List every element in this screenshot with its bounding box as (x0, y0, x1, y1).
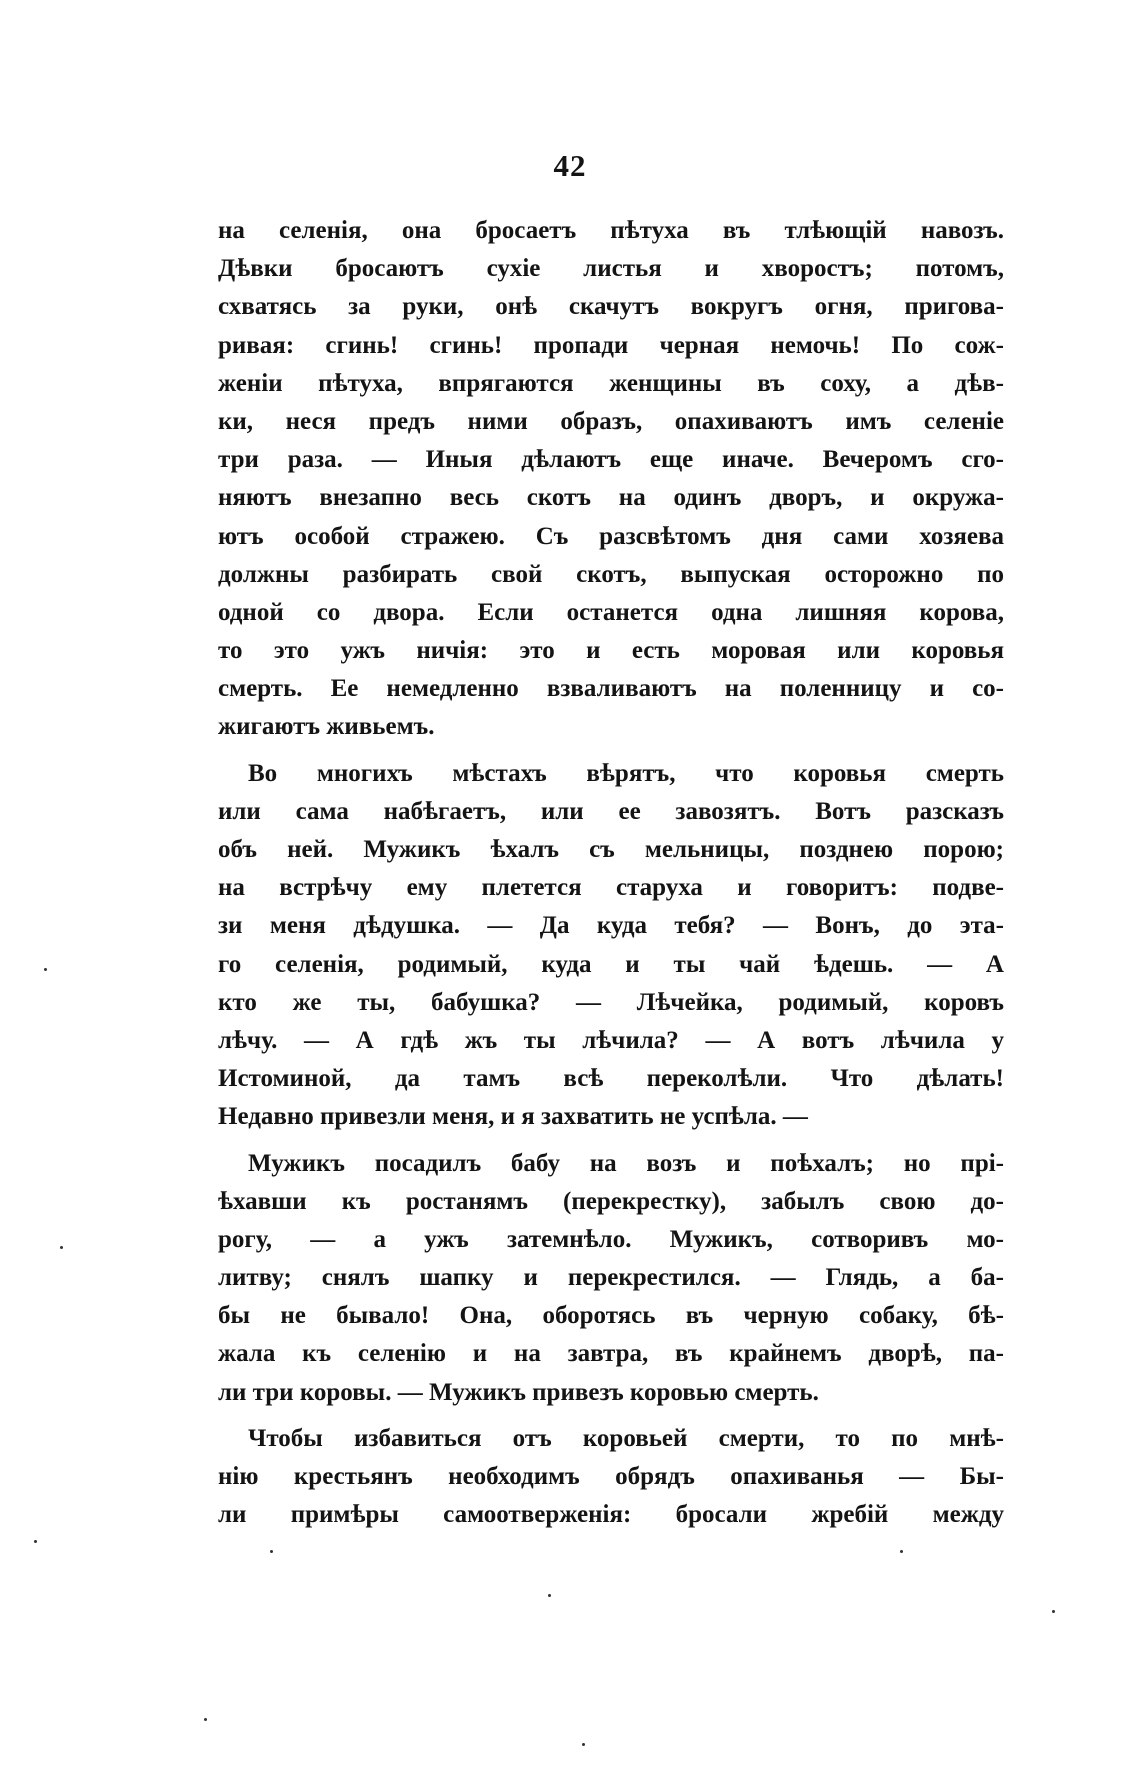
text-line: женіи пѣтуха, впрягаются женщины въ соху, а дѣв- (218, 369, 1004, 397)
text-line: то это ужъ ничія: это и есть моровая или коровья (218, 637, 1004, 665)
text-line: на встрѣчу ему плетется старуха и говоритъ: подве- (218, 874, 1004, 902)
paragraph-1 (218, 212, 1004, 747)
text-line: или сама набѣгаетъ, или ее завозятъ. Вотъ разсказъ (218, 797, 1004, 825)
text-line: ѣхавши къ ростанямъ (перекрестку), забылъ свою до- (218, 1187, 1004, 1215)
scan-speck (34, 1540, 37, 1543)
text-line: ли три коровы. — Мужикъ привезъ коровью смерть. (218, 1378, 819, 1406)
text-line: лѣчу. — А гдѣ жъ ты лѣчила? — А вотъ лѣчила у (218, 1026, 1004, 1054)
paragraph-4 (218, 1420, 1004, 1535)
scan-speck (1052, 1610, 1055, 1613)
scan-speck (582, 1743, 585, 1746)
text-line: ли примѣры самоотверженія: бросали жребій между (218, 1501, 1004, 1529)
text-line: Мужикъ посадилъ бабу на возъ и поѣхалъ; но прі- (248, 1149, 1004, 1177)
text-line: схватясь за руки, онѣ скачутъ вокругъ огня, пригова- (218, 293, 1004, 321)
text-line: Истоминой, да тамъ всѣ переколѣли. Что дѣлать! (218, 1065, 1004, 1093)
scan-speck (548, 1594, 551, 1597)
text-line: нію крестьянъ необходимъ обрядъ опахиванья — Бы- (218, 1463, 1004, 1490)
text-line: Дѣвки бросаютъ сухіе листья и хворостъ; потомъ, (218, 255, 1004, 283)
scan-speck (60, 1246, 63, 1249)
text-line: ривая: сгинь! сгинь! пропади черная немочь! По сож- (218, 331, 1004, 359)
paragraph-gap (218, 1412, 1004, 1420)
paragraph-gap (218, 747, 1004, 755)
text-line: Чтобы избавиться отъ коровьей смерти, то по мнѣ- (248, 1424, 1004, 1452)
scan-speck (270, 1550, 273, 1553)
text-line: го селенія, родимый, куда и ты чай ѣдешь. — А (218, 950, 1004, 978)
text-line: одной со двора. Если останется одна лишняя корова, (218, 598, 1004, 626)
scan-speck (44, 968, 47, 971)
text-line: ютъ особой стражею. Съ разсвѣтомъ дня сами хозяева (218, 522, 1004, 550)
paragraph-2 (218, 755, 1004, 1137)
text-line: зи меня дѣдушка. — Да куда тебя? — Вонъ, до эта- (218, 912, 1004, 940)
text-line: на селенія, она бросаетъ пѣтуха въ тлѣющій навозъ. (218, 217, 1004, 244)
text-line: няютъ внезапно весь скотъ на одинъ дворъ, и окружа- (218, 484, 1004, 512)
text-line: кто же ты, бабушка? — Лѣчейка, родимый, коровъ (218, 988, 1004, 1016)
text-line: смерть. Ее немедленно взваливаютъ на поленницу и со- (218, 675, 1004, 703)
text-line: литву; снялъ шапку и перекрестился. — Глядь, а ба- (218, 1264, 1004, 1292)
text-line: ки, неся предъ ними образъ, опахиваютъ имъ селеніе (218, 407, 1004, 435)
scan-speck (900, 1550, 903, 1553)
scan-speck (204, 1718, 207, 1721)
text-line: должны разбирать свой скотъ, выпуская осторожно по (218, 560, 1004, 588)
paragraph-3 (218, 1145, 1004, 1412)
text-line: Во многихъ мѣстахъ вѣрятъ, что коровья смерть (248, 759, 1004, 787)
body-text (218, 212, 1004, 1534)
text-line: Недавно привезли меня, и я захватить не успѣла. — (218, 1103, 808, 1131)
text-line: жала къ селенію и на завтра, въ крайнемъ дворѣ, па- (218, 1340, 1004, 1368)
text-line: рогу, — а ужъ затемнѣло. Мужикъ, сотворивъ мо- (218, 1225, 1004, 1253)
text-line: жигаютъ живьемъ. (218, 713, 435, 741)
text-line: три раза. — Иныя дѣлаютъ еще иначе. Вечеромъ сго- (218, 446, 1004, 474)
text-line: объ ней. Мужикъ ѣхалъ съ мельницы, позднею порою; (218, 836, 1004, 863)
page-number: 42 (553, 148, 587, 183)
text-line: бы не бывало! Она, оборотясь въ черную собаку, бѣ- (218, 1302, 1004, 1330)
paragraph-gap (218, 1137, 1004, 1145)
